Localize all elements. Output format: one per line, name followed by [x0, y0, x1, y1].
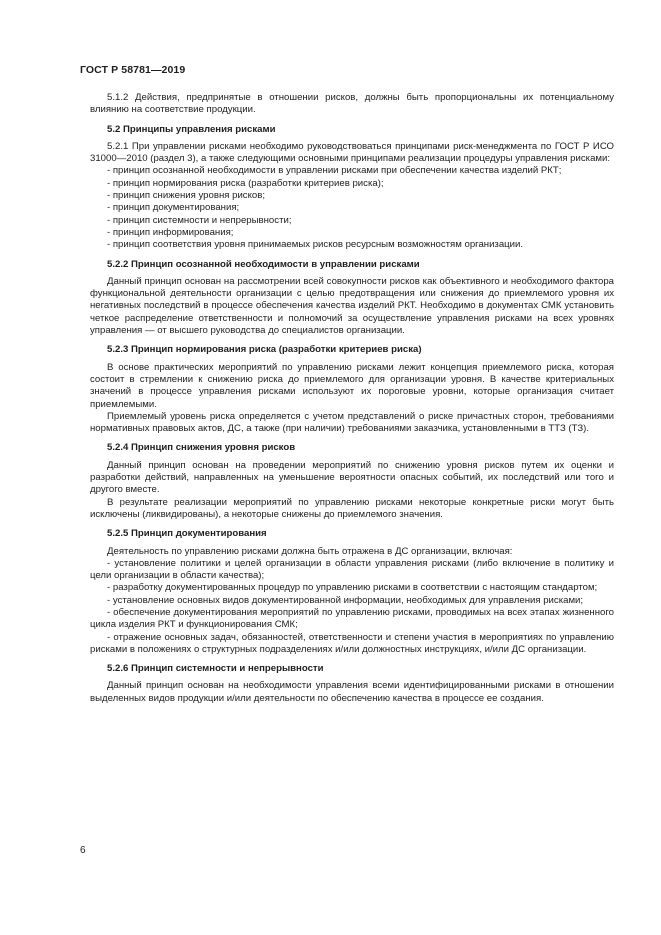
list-item: - принцип осознанной необходимости в управлении рисками при обеспечении качества изделий РКТ; — [107, 165, 562, 177]
document-body — [90, 92, 614, 705]
principles-list — [90, 165, 614, 251]
document-header: ГОСТ Р 58781—2019 — [80, 64, 186, 76]
paragraph-5-2-2: Данный принцип основан на рассмотрении всей совокупности рисков как объективного и необходимого фактора функциональной деятельности организации с целью предотвращения или снижения до приемлемого уровня их негативных последствий в процессе обеспечения качества изделий РКТ. Необходимо в документах СМК установить четкое распределение ответственности и полномочий за осуществление управления рисками на всех уровнях управления — от высшего руководства до специалистов организации. — [90, 275, 614, 337]
section-heading-5-2-5: 5.2.5 Принцип документирования — [107, 528, 267, 540]
paragraph-5-2-5: Деятельность по управлению рисками должна быть отражена в ДС организации, включая: — [107, 545, 513, 557]
paragraph-5-2-3-a: В основе практических мероприятий по управлению рисками лежит концепция приемлемого риска, которая состоит в стремлении к снижению риска до приемлемого для организации уровня. В качестве критериальных значений в процессе управления рисками используют их пороговые уровни, которые организация считает приемлемыми. — [90, 361, 614, 410]
documentation-list — [90, 558, 614, 656]
section-heading-5-2: 5.2 Принципы управления рисками — [107, 123, 276, 135]
section-heading-5-2-4: 5.2.4 Принцип снижения уровня рисков — [107, 442, 296, 454]
paragraph-5-1-2: 5.1.2 Действия, предпринятые в отношении рисков, должны быть пропорциональны их потенциальному влиянию на соответствие продукции. — [90, 92, 614, 116]
section-heading-5-2-2: 5.2.2 Принцип осознанной необходимости в управлении рисками — [107, 258, 420, 270]
list-item: - принцип соответствия уровня принимаемых рисков ресурсным возможностям организации. — [107, 239, 524, 251]
list-item: - отражение основных задач, обязанностей, ответственности и степени участия в мероприятиях по управлению рисками в положениях о структурных подразделениях и/или должностных инструкциях, и/или ДС организации. — [90, 631, 614, 655]
section-heading-5-2-3: 5.2.3 Принцип нормирования риска (разработки критериев риска) — [107, 344, 422, 356]
paragraph-5-2-3-b: Приемлемый уровень риска определяется с учетом представлений о риске причастных сторон, требованиями нормативных правовых актов, ДС, а также (при наличии) требованиями заказчика, установленными в ТТЗ (ТЗ). — [90, 410, 614, 435]
paragraph-5-2-6: Данный принцип основан на необходимости управления всеми идентифицированными рисками в отношении выделенных видов продукции и/или деятельности по обеспечению качества в процессе ее создания. — [90, 680, 614, 704]
page-number: 6 — [80, 845, 86, 856]
list-item: - установление основных видов документированной информации, необходимых для управления рисками; — [107, 594, 584, 606]
paragraph-5-2-1: 5.2.1 При управлении рисками необходимо руководствоваться принципами риск-менеджмента по ГОСТ Р ИСО 31000—2010 (раздел 3), а также следующими основными принципами реализации процедуры управления рисками: — [90, 140, 614, 165]
list-item: - установление политики и целей организации в области управления рисками (либо включение в политику и цели организации в области качества); — [90, 557, 614, 582]
list-item: - обеспечение документирования мероприятий по управлению рисками, проводимых на всех этапах жизненного цикла изделия РКТ и функционирования СМК; — [90, 606, 614, 631]
list-item: - разработку документированных процедур по управлению рисками в соответствии с настоящим стандартом; — [107, 582, 598, 594]
section-heading-5-2-6: 5.2.6 Принцип системности и непрерывности — [107, 663, 324, 675]
list-item: - принцип информирования; — [107, 226, 234, 238]
paragraph-5-2-4-a: Данный принцип основан на проведении мероприятий по снижению уровня рисков путем их оценки и разработки действий, направленных на уменьшение вероятности опасных событий, их последствий или того и другого вместе. — [90, 459, 614, 496]
list-item: - принцип документирования; — [107, 202, 240, 214]
list-item: - принцип системности и непрерывности; — [107, 214, 292, 226]
list-item: - принцип снижения уровня рисков; — [107, 190, 265, 202]
paragraph-5-2-4-b: В результате реализации мероприятий по управлению рисками некоторые конкретные риски могут быть исключены (ликвидированы), а некоторые снижены до приемлемого значения. — [90, 496, 614, 520]
list-item: - принцип нормирования риска (разработки критериев риска); — [107, 177, 384, 189]
